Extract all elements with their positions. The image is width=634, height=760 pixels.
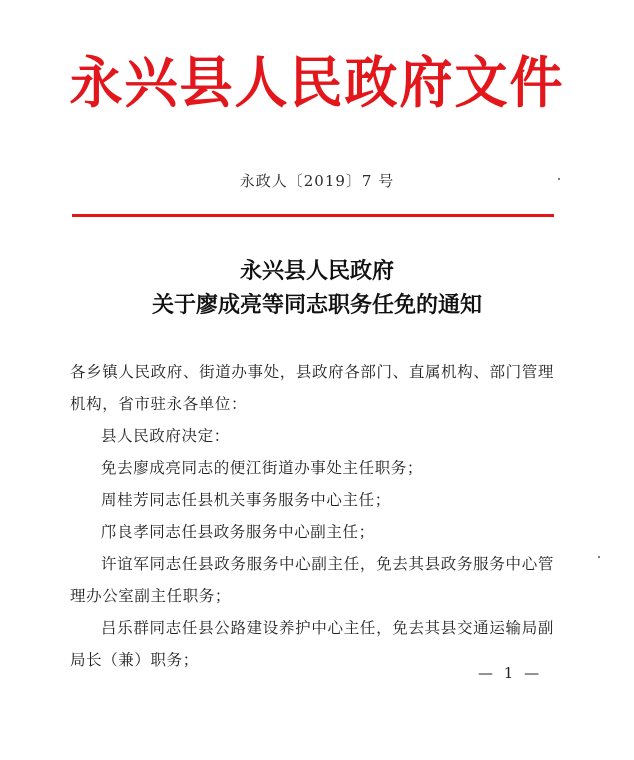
body-paragraph: 免去廖成亮同志的便江街道办事处主任职务； <box>101 459 424 477</box>
scan-speck <box>558 178 560 180</box>
red-separator-line <box>72 214 554 217</box>
addressee-paragraph: 各乡镇人民政府、街道办事处，县政府各部门、直属机构、部门管理机构，省市驻永各单位： <box>70 363 554 413</box>
page-number: — 1 — <box>478 664 543 682</box>
body-paragraph: 周桂芳同志任县机关事务服务中心主任； <box>101 491 391 509</box>
body-paragraph: 邝良孝同志任县政务服务中心副主任； <box>101 523 375 541</box>
scan-speck <box>598 556 600 558</box>
body-paragraph: 县人民政府决定： <box>101 427 230 445</box>
notice-title-line-1: 永兴县人民政府 <box>239 258 394 284</box>
document-header-title: 永兴县人民政府文件 <box>69 50 565 116</box>
document-number: 永政人〔2019〕7 号 <box>239 172 395 190</box>
notice-title-line-2: 关于廖成亮等同志职务任免的通知 <box>151 292 482 318</box>
body-paragraph: 许谊军同志任县政务服务中心副主任，免去其县政务服务中心管理办公室副主任职务； <box>70 555 554 605</box>
notice-body <box>70 356 554 676</box>
notice-title <box>0 254 634 322</box>
body-paragraph: 吕乐群同志任县公路建设养护中心主任，免去其县交通运输局副局长（兼）职务； <box>70 619 554 669</box>
